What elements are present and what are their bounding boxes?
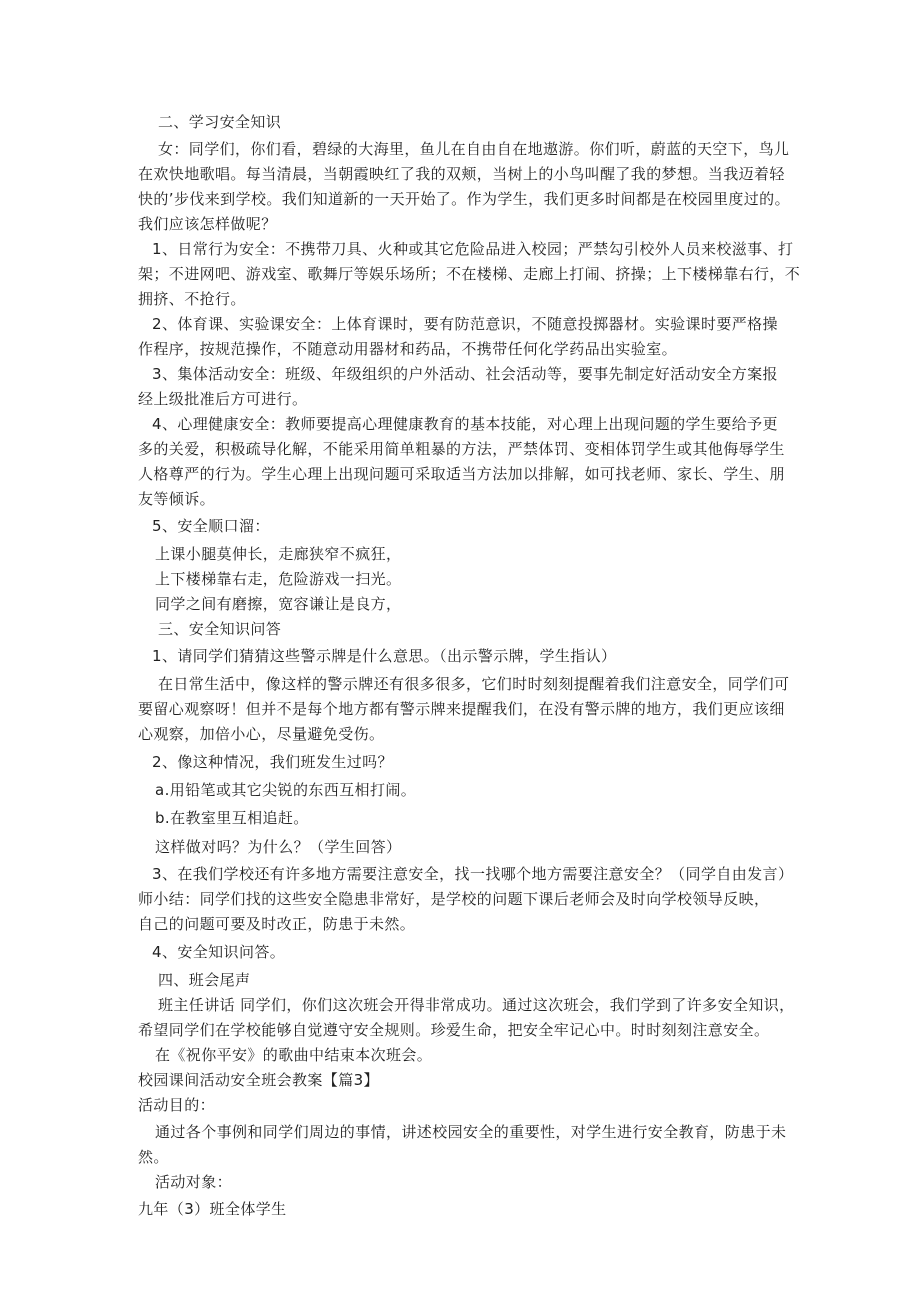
list-item-3: 3、集体活动安全：班级、年级组织的户外活动、社会活动等，要事先制定好活动安全方案报 <box>152 365 778 383</box>
rhyme-line: 上下楼梯靠右走，危险游戏一扫光。 <box>155 570 402 588</box>
section-heading-3: 三、安全知识问答 <box>158 620 282 638</box>
paragraph-line: 自己的问题可要及时改正，防患于未然。 <box>138 915 416 933</box>
paragraph-line: 多的关爱，积极疏导化解，不能采用简单粗暴的方法，严禁体罚、变相体罚学生或其他侮辱学生 <box>138 440 785 458</box>
paragraph-line: 在日常生活中，像这样的警示牌还有很多很多，它们时时刻刻提醒着我们注意安全，同学们可 <box>158 675 790 693</box>
paragraph-line: 快的’步伐来到学校。我们知道新的一天开始了。作为学生，我们更多时间都是在校园里度过的。 <box>138 190 790 208</box>
paragraph-line: 希望同学们在学校能够自觉遵守安全规则。珍爱生命，把安全牢记心中。时时刻刻注意安全。 <box>138 1021 770 1039</box>
activity-target-label: 活动对象： <box>155 1173 233 1191</box>
paragraph-line: 班主任讲话 同学们，你们这次班会开得非常成功。通过这次班会，我们学到了许多安全知识， <box>158 996 795 1014</box>
list-item-1: 1、日常行为安全：不携带刀具、火种或其它危险品进入校园；严禁勾引校外人员来校滋事、打 <box>152 240 794 258</box>
list-item-4: 4、心理健康安全：教师要提高心理健康教育的基本技能，对心理上出现问题的学生要给予更 <box>152 415 778 433</box>
section-heading-2: 二、学习安全知识 <box>158 113 282 131</box>
rhyme-line: 同学之间有磨擦，宽容谦让是良方， <box>155 595 402 613</box>
paragraph-line: 拥挤、不抢行。 <box>138 290 246 308</box>
paragraph-line: 心观察，加倍小心，尽量避免受伤。 <box>138 725 385 743</box>
paragraph-line: 人格尊严的行为。学生心理上出现问题可采取适当方法加以排解，如可找老师、家长、学生、朋 <box>138 465 785 483</box>
activity-target-value: 九年（3）班全体学生 <box>138 1200 287 1218</box>
paragraph-line: 在《祝你平安》的歌曲中结束本次班会。 <box>155 1046 433 1064</box>
qa-item-1: 1、请同学们猜猜这些警示牌是什么意思。（出示警示牌，学生指认） <box>152 647 617 665</box>
rhyme-line: 上课小腿莫伸长，走廊狭窄不疯狂， <box>155 545 402 563</box>
paragraph-line: 这样做对吗？为什么？（学生回答） <box>155 838 402 856</box>
list-item-5: 5、安全顺口溜： <box>152 517 270 535</box>
list-item-2: 2、体育课、实验课安全：上体育课时，要有防范意识，不随意投掷器材。实验课时要严格操 <box>152 315 778 333</box>
paragraph-line: 架；不进网吧、游戏室、歌舞厅等娱乐场所；不在楼梯、走廊上打闹、挤操；上下楼梯靠右行，不 <box>138 265 801 283</box>
qa-item-2: 2、像这种情况，我们班发生过吗？ <box>152 753 393 771</box>
paragraph-line: 然。 <box>138 1148 169 1166</box>
sub-item-a: a.用铅笔或其它尖锐的东西互相打闹。 <box>155 781 417 799</box>
paragraph-line: 师小结：同学们找的这些安全隐患非常好，是学校的问题下课后老师会及时向学校领导反映， <box>138 890 770 908</box>
paragraph-line: 友等倾诉。 <box>138 490 216 508</box>
qa-item-3: 3、在我们学校还有许多地方需要注意安全，找一找哪个地方需要注意安全？（同学自由发言） <box>152 865 794 883</box>
paragraph-line: 经上级批准后方可进行。 <box>138 390 308 408</box>
sub-item-b: b.在教室里互相追赶。 <box>155 809 309 827</box>
paragraph-line: 作程序，按规范操作，不随意动用器材和药品，不携带任何化学药品出实验室。 <box>138 340 678 358</box>
activity-purpose-label: 活动目的： <box>138 1096 216 1114</box>
section-heading-4: 四、班会尾声 <box>158 971 251 989</box>
paragraph-line: 通过各个事例和同学们周边的事情，讲述校园安全的重要性，对学生进行安全教育，防患于未 <box>155 1123 787 1141</box>
paragraph-line: 要留心观察呀！但并不是每个地方都有警示牌来提醒我们，在没有警示牌的地方，我们更应该细 <box>138 700 785 718</box>
paragraph-line: 女：同学们，你们看，碧绿的大海里，鱼儿在自由自在地遨游。你们听，蔚蓝的天空下，鸟儿 <box>158 140 790 158</box>
lesson-plan-title: 校园课间活动安全班会教案【篇3】 <box>138 1071 379 1089</box>
qa-item-4: 4、安全知识问答。 <box>152 943 286 961</box>
paragraph-line: 我们应该怎样做呢？ <box>138 215 277 233</box>
paragraph-line: 在欢快地歌唱。每当清晨，当朝霞映红了我的双颊，当树上的小鸟叫醒了我的梦想。当我迈着轻 <box>138 165 785 183</box>
